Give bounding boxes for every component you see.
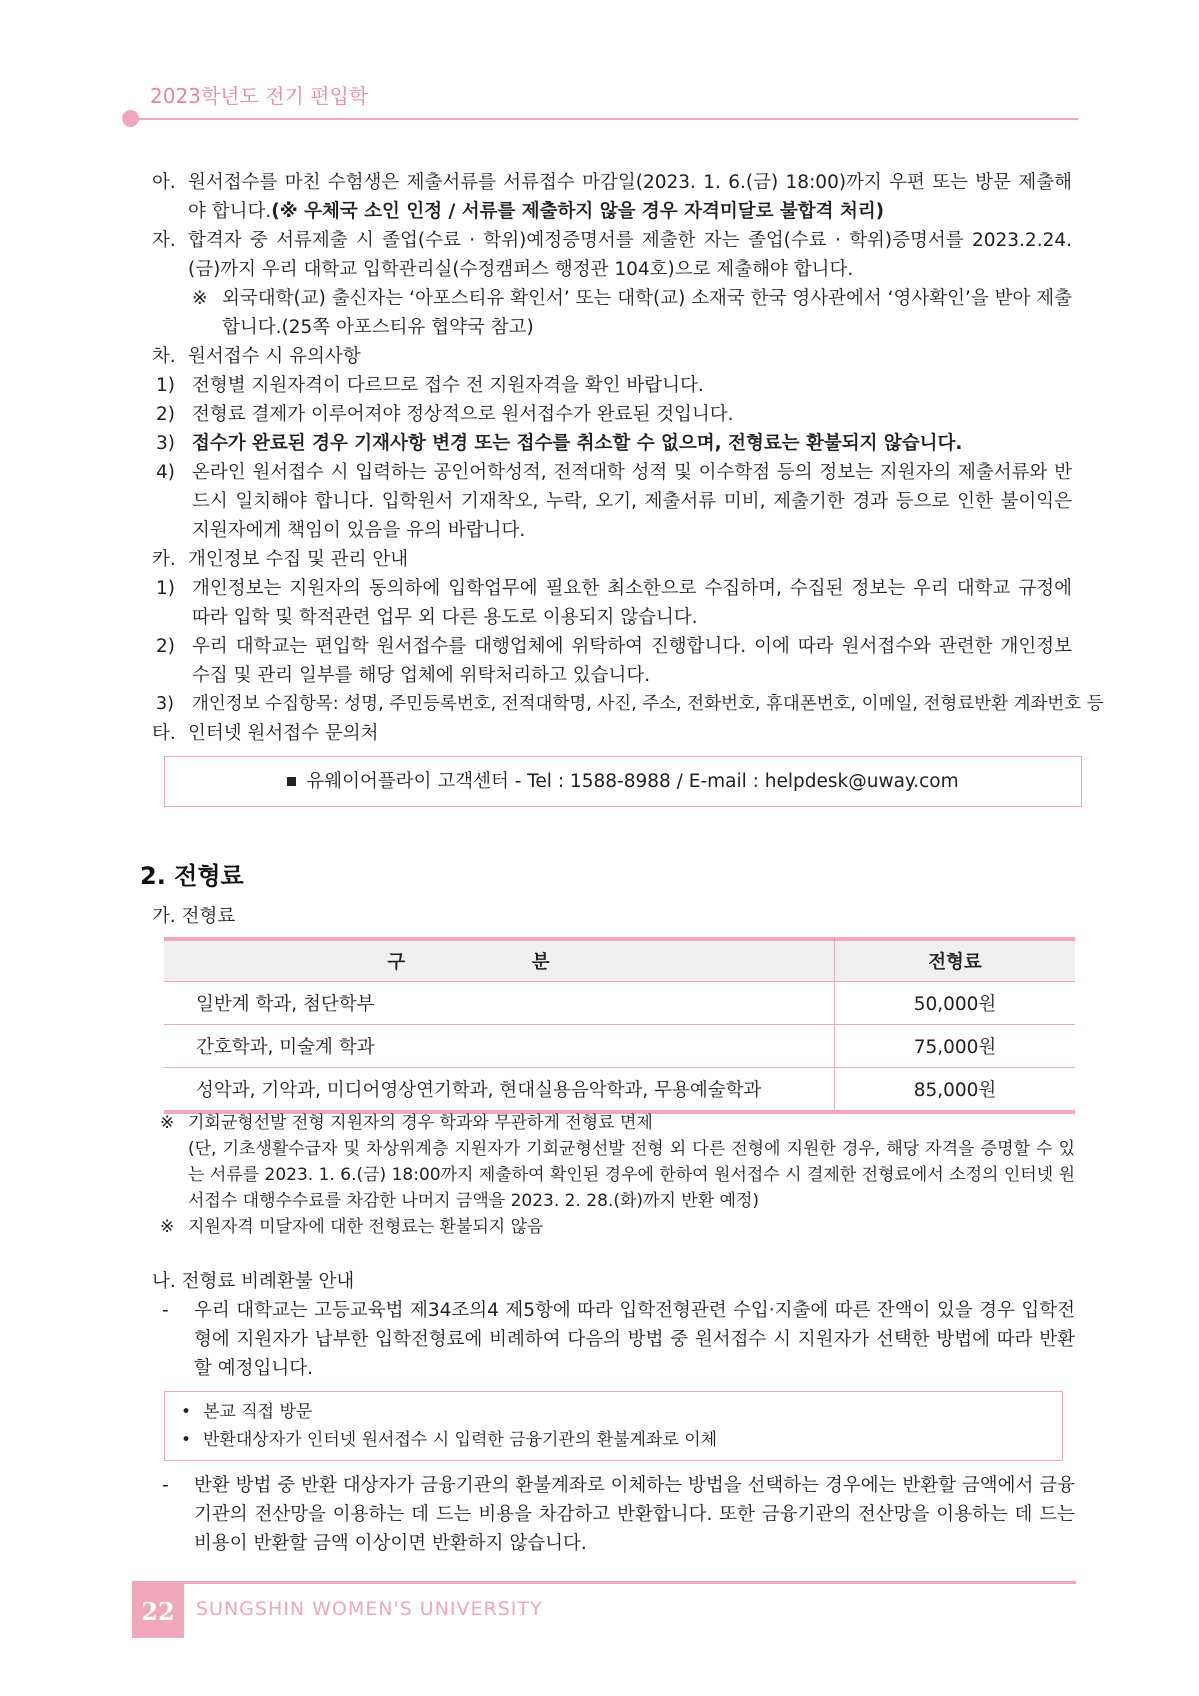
table-cell-category: 성악과, 기악과, 미디어영상연기학과, 현대실용음악학과, 무용예술학과: [164, 1068, 835, 1113]
contact-text: 유웨이어플라이 고객센터 - Tel : 1588-8988 / E-mail : helpdesk@uway.com: [306, 771, 959, 792]
sub-item: [156, 632, 1072, 690]
sub-text: 전형료 결제가 이루어져야 정상적으로 원서접수가 완료된 것입니다.: [192, 404, 734, 425]
item-text: 원서접수 시 유의사항: [188, 346, 361, 367]
refund-paragraph: [162, 1471, 1075, 1558]
sub-item: [156, 458, 1072, 545]
item-note: [192, 284, 1072, 342]
bullet-icon: •: [181, 1430, 192, 1450]
note-marker: ※: [160, 1113, 175, 1133]
sub-text: 전형별 지원자격이 다르므로 접수 전 지원자격을 확인 바랍니다.: [192, 375, 704, 396]
item-marker: 카.: [152, 549, 176, 570]
refund-methods-box: [164, 1391, 1063, 1461]
sub-item: [156, 429, 1072, 458]
note-marker: ※: [192, 288, 208, 309]
note-marker: ※: [160, 1217, 175, 1237]
dash-marker: -: [162, 1300, 169, 1321]
item-marker: 자.: [152, 230, 176, 251]
sub-marker: 1): [156, 578, 175, 599]
item-ta: [152, 719, 1072, 748]
sub-text: 온라인 원서접수 시 입력하는 공인어학성적, 전적대학 성적 및 이수학점 등의 정보는 지원자의 제출서류와 반드시 일치해야 합니다. 입학원서 기재착오, 누락, 오기, 제출서류 미비, 제출기한 경과 등으로 인한 불이익은 지원자에게 책임이 있음을 유의 바랍니다.: [192, 462, 1072, 541]
item-marker: 타.: [152, 723, 176, 744]
item-marker: 차.: [152, 346, 176, 367]
sub-marker: 1): [156, 375, 175, 396]
contact-box: [164, 756, 1082, 807]
list-item-text: 본교 직접 방문: [203, 1402, 313, 1422]
sub-item: [156, 690, 1104, 719]
bullet-icon: •: [181, 1402, 192, 1422]
sub-text: 개인정보는 지원자의 동의하에 입학업무에 필요한 최소한으로 수집하며, 수집된 정보는 우리 대학교 규정에 따라 입학 및 학적관련 업무 외 다른 용도로 이용되지 않습니다.: [192, 578, 1072, 628]
sub-item: [156, 574, 1072, 632]
table-cell-category: 간호학과, 미술계 학과: [164, 1025, 835, 1068]
table-cell-fee: 85,000원: [835, 1068, 1076, 1113]
page-number: 22: [132, 1584, 184, 1638]
item-marker: 아.: [152, 172, 176, 193]
sub-bold-text: 접수가 완료된 경우 기재사항 변경 또는 접수를 취소할 수 없으며, 전형료는 환불되지 않습니다.: [192, 433, 963, 454]
refund-paragraph: [162, 1296, 1075, 1383]
item-text: 인터넷 원서접수 문의처: [188, 723, 379, 744]
paragraph-text: 우리 대학교는 고등교육법 제34조의4 제5항에 따라 입학전형관련 수입·지출에 따른 잔액이 있을 경우 입학전형에 지원자가 납부한 입학전형료에 비례하여 다음의 방법 중 원서접수 시 지원자가 선택한 방법에 따라 반환할 예정입니다.: [194, 1300, 1075, 1379]
refund-section: [152, 1267, 1075, 1558]
fee-note: [160, 1214, 1075, 1240]
sub-marker: 4): [156, 462, 175, 483]
table-cell-fee: 75,000원: [835, 1025, 1076, 1068]
item-ja: [152, 226, 1072, 284]
header-rule: [124, 118, 1078, 120]
fee-note: [160, 1110, 1075, 1136]
note-text: 외국대학(교) 출신자는 ‘아포스티유 확인서’ 또는 대학(교) 소재국 한국 영사관에서 ‘영사확인’을 받아 제출합니다.(25쪽 아포스티유 협약국 참고): [222, 288, 1072, 338]
table-header-row: [164, 939, 1075, 982]
paragraph-text: 반환 방법 중 반환 대상자가 금융기관의 환불계좌로 이체하는 방법을 선택하는 경우에는 반환할 금액에서 금융기관의 전산망을 이용하는 데 드는 비용을 차감하고 반환합니다. 또한 금융기관의 전산망을 이용하는 데 드는 비용이 반환할 금액 이상이면 반환하지 않습니다.: [194, 1475, 1075, 1554]
footer-university: SUNGSHIN WOMEN'S UNIVERSITY: [196, 1598, 543, 1620]
list-item: [175, 1398, 1062, 1426]
fee-note: [160, 1136, 1075, 1214]
fee-table: [164, 937, 1075, 1114]
table-header-fee: 전형료: [835, 939, 1076, 982]
sub-marker: 2): [156, 636, 175, 657]
sub-item: [156, 400, 1072, 429]
dash-marker: -: [162, 1475, 169, 1496]
sub-text: 우리 대학교는 편입학 원서접수를 대행업체에 위탁하여 진행합니다. 이에 따라 원서접수와 관련한 개인정보 수집 및 관리 일부를 해당 업체에 위탁처리하고 있습니다.: [192, 636, 1072, 686]
subsection-na-title: 나. 전형료 비례환불 안내: [152, 1271, 355, 1292]
subsection-ga-title: 가. 전형료: [152, 906, 236, 927]
table-row: [164, 1068, 1075, 1113]
table-cell-fee: 50,000원: [835, 982, 1076, 1025]
sub-marker: 3): [156, 433, 175, 454]
note-text: 지원자격 미달자에 대한 전형료는 환불되지 않음: [188, 1217, 544, 1237]
footer-rule: [132, 1581, 1076, 1584]
item-text: 합격자 중 서류제출 시 졸업(수료 · 학위)예정증명서를 제출한 자는 졸업(수료 · 학위)증명서를 2023.2.24.(금)까지 우리 대학교 입학관리실(수정캠퍼스 행정관 104호)으로 제출해야 합니다.: [188, 230, 1072, 280]
item-a: [152, 168, 1072, 226]
table-row: [164, 982, 1075, 1025]
header-dot: [122, 110, 139, 127]
item-text: 개인정보 수집 및 관리 안내: [188, 549, 409, 570]
item-cha: [152, 342, 1072, 371]
section-1-continued: [152, 168, 1104, 807]
sub-marker: 2): [156, 404, 175, 425]
sub-text: 개인정보 수집항목: 성명, 주민등록번호, 전적대학명, 사진, 주소, 전화번호, 휴대폰번호, 이메일, 전형료반환 계좌번호 등: [192, 694, 1104, 714]
fee-notes: [160, 1110, 1075, 1240]
item-bold-text: (※ 우체국 소인 인정 / 서류를 제출하지 않을 경우 자격미달로 불합격 처리): [271, 201, 885, 222]
sub-marker: 3): [156, 694, 174, 714]
sub-item: [156, 371, 1072, 400]
square-bullet-icon: [287, 777, 296, 786]
list-item: [175, 1426, 1062, 1454]
item-ka: [152, 545, 1072, 574]
header-title: 2023학년도 전기 편입학: [150, 84, 369, 108]
table-row: [164, 1025, 1075, 1068]
list-item-text: 반환대상자가 인터넷 원서접수 시 입력한 금융기관의 환불계좌로 이체: [203, 1430, 718, 1450]
section-2-title: 2. 전형료: [140, 862, 244, 890]
item-text: 원서접수를 마친 수험생은 제출서류를 서류접수 마감일(2023. 1. 6.(금) 18:00)까지 우편 또는 방문 제출해야 합니다.: [188, 172, 1072, 222]
table-cell-category: 일반계 학과, 첨단학부: [164, 982, 835, 1025]
note-text: (단, 기초생활수급자 및 차상위계층 지원자가 기회균형선발 전형 외 다른 전형에 지원한 경우, 해당 자격을 증명할 수 있는 서류를 2023. 1. 6.(금) 18:00까지 제출하여 확인된 경우에 한하여 원서접수 시 결제한 전형료에서 소정의 인터넷 원서접수 대행수수료를 차감한 나머지 금액을 2023. 2. 28.(화)까지 반환 예정): [188, 1139, 1075, 1211]
note-text: 기회균형선발 전형 지원자의 경우 학과와 무관하게 전형료 면제: [188, 1113, 653, 1133]
table-header-category: 구 분: [164, 939, 835, 982]
